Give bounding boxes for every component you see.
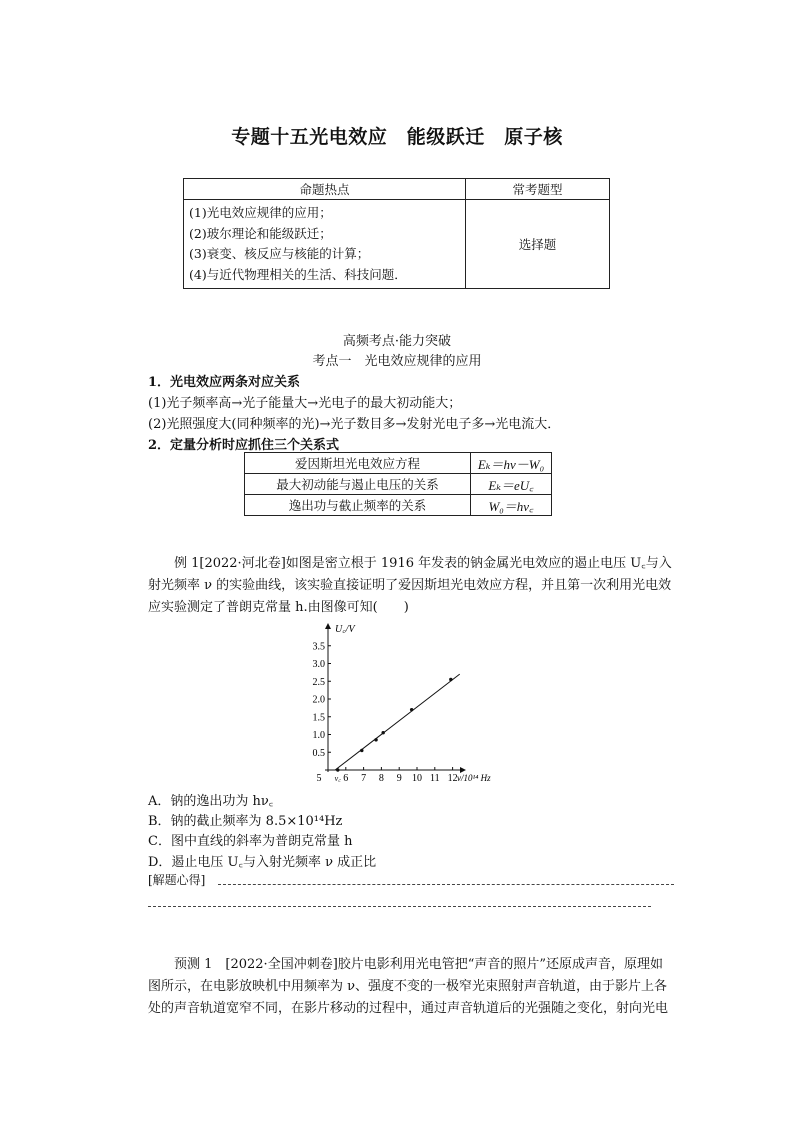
- y-tick-label: 1.0: [312, 730, 325, 741]
- y-tick-label: 0.5: [312, 747, 325, 759]
- topics-table: [183, 178, 610, 289]
- x-tick-label: 7: [361, 773, 367, 782]
- x-tick-label: 12: [447, 773, 458, 782]
- answer-line[interactable]: [218, 884, 674, 885]
- section-subheading: 考点一 光电效应规律的应用: [312, 354, 482, 369]
- x-tick-label: 5: [316, 773, 322, 782]
- answer-line[interactable]: [148, 906, 651, 907]
- data-point: [381, 731, 384, 734]
- y-tick-label: 2.0: [312, 694, 325, 706]
- x-tick-label: 11: [429, 773, 440, 782]
- relation-formula: Eₖ＝eU꜀: [471, 474, 552, 495]
- prediction1-text: 预测 1 [2022·全国冲刺卷]胶片电影利用光电管把“声音的照片”还原成声音，原理如图所示，在电影放映机中用频率为 ν、强度不变的一极窄光束照射声音轨道，由于影片上各处的声音轨道宽窄不同，在影片移动的过程中，通过声音轨道后的光强随之变化，射向光电: [148, 957, 669, 1016]
- topic-item: (4)与近代物理相关的生活、科技问题．: [189, 266, 407, 282]
- option-b: B．钠的截止频率为 8.5×10¹⁴Hz: [148, 814, 343, 829]
- relation-label: 最大初动能与遏止电压的关系: [245, 474, 471, 495]
- y-tick-label: 3.5: [312, 641, 325, 653]
- relation-row: [245, 474, 552, 495]
- topic-item: (1)光电效应规律的应用；: [189, 205, 332, 220]
- example1-text: 例 1[2022·河北卷]如图是密立根于 1916 年发表的钠金属光电效应的遏止电压 U꜀与入射光频率 ν 的实验曲线，该实验直接证明了爱因斯坦光电效应方程，并且第一次利用光电效应实验测定了普朗克常量 h.由图像可知( ): [148, 556, 672, 615]
- data-point: [360, 749, 363, 752]
- uc-frequency-chart: [305, 620, 505, 782]
- topic-item: (2)玻尔理论和能级跃迁；: [189, 225, 332, 241]
- x-tick-label: 8: [378, 773, 384, 782]
- x-tick-label: 9: [396, 773, 402, 782]
- point1-title: 1．光电效应两条对应关系: [148, 375, 301, 390]
- option-a: A．钠的逸出功为 hν꜀: [148, 794, 274, 809]
- data-point: [410, 708, 413, 711]
- data-point: [449, 678, 452, 681]
- topics-header-left: 命题热点: [184, 179, 466, 200]
- x-axis-label: ν/10¹⁴ Hz: [457, 773, 491, 782]
- fit-line: [335, 674, 460, 770]
- relations-table: [244, 452, 552, 516]
- section-heading: 高频考点·能力突破: [342, 334, 452, 349]
- relation-label: 逸出功与截止频率的关系: [245, 495, 471, 516]
- relation-label: 爱因斯坦光电效应方程: [245, 453, 471, 474]
- relation-row: [245, 453, 552, 474]
- y-axis-label: U꜀/V: [335, 624, 355, 635]
- relation-row: [245, 495, 552, 516]
- note-label: [解题心得]: [148, 873, 206, 887]
- y-tick-label: 2.5: [312, 676, 325, 688]
- page-title: 专题十五光电效应 能级跃迁 原子核: [231, 126, 563, 148]
- y-tick-label: 1.5: [312, 712, 325, 724]
- data-point: [374, 738, 377, 741]
- topic-item: (3)衰变、核反应与核能的计算；: [189, 246, 370, 261]
- topics-header-right: 常考题型: [466, 179, 610, 200]
- topics-type: 选择题: [466, 200, 610, 289]
- topics-list: [184, 200, 466, 289]
- x-special-label: ν꜀: [334, 774, 341, 782]
- point1-line1: (1)光子频率高→光子能量大→光电子的最大初动能大；: [148, 396, 462, 411]
- data-point: [336, 768, 339, 771]
- relation-formula: Eₖ＝hν－W₀: [471, 453, 552, 474]
- option-c: C．图中直线的斜率为普朗克常量 h: [148, 834, 353, 849]
- x-tick-label: 6: [343, 773, 349, 782]
- point2-title: 2．定量分析时应抓住三个关系式: [148, 438, 340, 453]
- y-tick-label: 3.0: [312, 659, 325, 670]
- option-d: D．遏止电压 U꜀与入射光频率 ν 成正比: [148, 855, 377, 870]
- x-tick-label: 10: [412, 773, 422, 782]
- point1-line2: (2)光照强度大(同种频率的光)→光子数目多→发射光电子多→光电流大．: [148, 417, 561, 432]
- relation-formula: W₀＝hν꜀: [471, 495, 552, 516]
